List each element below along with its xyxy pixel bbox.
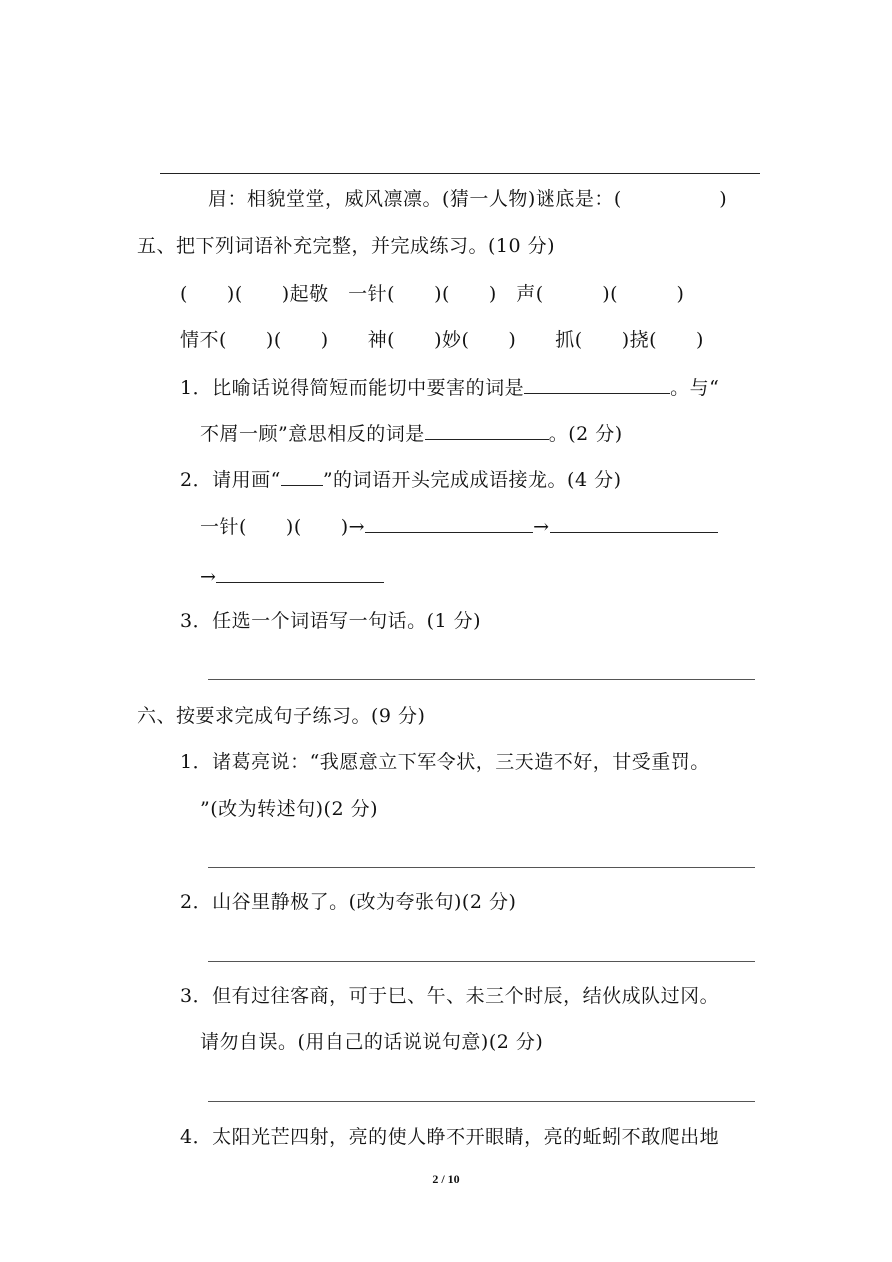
section-6-title: 六、按要求完成句子练习。(9 分): [137, 705, 426, 727]
chain-blank-1[interactable]: [365, 514, 533, 533]
question-5-1-text-c: 不屑一顾”意思相反的词是: [200, 423, 425, 445]
idiom-chain-line-2: [200, 564, 384, 590]
question-6-3-line-2: 请勿自误。(用自己的话说说句意)(2 分): [200, 1031, 544, 1053]
question-6-4-line-1: 4．太阳光芒四射，亮的使人睁不开眼睛，亮的蚯蚓不敢爬出地: [180, 1126, 720, 1148]
question-5-1-line-2: [200, 421, 623, 447]
question-5-2-text-a: 2．请用画“: [180, 469, 281, 491]
idiom-row-1: ( )( )起敬 一针( )( ) 声( )( ): [180, 283, 685, 305]
answer-line-5-3[interactable]: [208, 679, 755, 680]
question-6-2: 2．山谷里静极了。(改为夸张句)(2 分): [180, 891, 517, 913]
answer-line-6-2[interactable]: [208, 961, 755, 962]
question-5-1-text-b: 。与“: [670, 377, 720, 399]
answer-blank-5-1-a[interactable]: [524, 375, 670, 394]
chain-blank-2[interactable]: [550, 514, 718, 533]
question-6-1-line-2: ”(改为转述句)(2 分): [200, 798, 378, 820]
question-5-1-text-a: 1．比喻话说得简短而能切中要害的词是: [180, 377, 525, 399]
question-5-1-text-d: 。(2 分): [548, 423, 623, 445]
answer-line-6-1[interactable]: [208, 867, 755, 868]
page-number: 2 / 10: [432, 1172, 460, 1186]
question-5-1-line-1: [180, 375, 719, 401]
question-6-3-line-1: 3．但有过往客商，可于巳、午、未三个时辰，结伙成队过冈。: [180, 985, 720, 1007]
answer-blank-5-1-b[interactable]: [425, 421, 549, 440]
question-6-1-line-1: 1．诸葛亮说：“我愿意立下军令状，三天造不好，甘受重罚。: [180, 751, 710, 773]
idiom-chain-start: 一针( )( ): [200, 516, 349, 538]
arrow-icon: →: [533, 516, 550, 538]
chain-blank-3[interactable]: [216, 564, 384, 583]
underline-sample: [281, 467, 323, 486]
question-5-3: 3．任选一个词语写一句话。(1 分): [180, 610, 482, 632]
answer-line-6-3[interactable]: [208, 1101, 755, 1102]
question-5-2: [180, 467, 621, 493]
section-5-title: 五、把下列词语补充完整，并完成练习。(10 分): [137, 235, 556, 257]
arrow-icon: →: [200, 566, 217, 588]
idiom-row-2: 情不( )( ) 神( )妙( ) 抓( )挠( ): [180, 329, 704, 351]
riddle-line: 眉：相貌堂堂，威风凛凛。(猜一人物)谜底是：( ): [208, 188, 728, 210]
idiom-chain-line-1: [200, 514, 718, 540]
arrow-icon: →: [348, 516, 366, 538]
question-5-2-text-b: ”的词语开头完成成语接龙。(4 分): [322, 469, 622, 491]
header-rule: [160, 173, 760, 174]
